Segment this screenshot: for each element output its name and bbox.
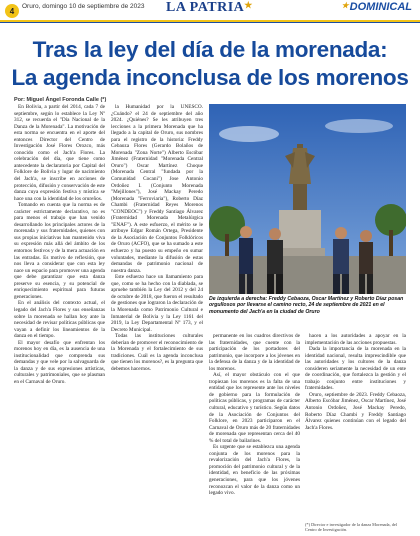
photo-caption: De izquierda a derecha: Freddy Cebaoza, Oscar Martínez y Roberto Díaz posan orgullosos por llevarse el camino recto, 24 de septiembre de 2021 en el monumento del Jach'a en la ciudad de Oruro — [209, 296, 404, 315]
article-column-1 — [14, 104, 105, 522]
paragraph: Es urgente que se establezca una agenda conjunta de los morenos para la revalorización del Jach'a Flores, la promoción del patrimonio cultural y de la identidad, en beneficio de las próximas generaciones, para que los jóvenes reconozcan el valor de la danza como un legado vivo. — [209, 444, 300, 497]
photo-illustration — [209, 104, 406, 294]
paragraph: Tomando en cuenta que la norma es de carácter estrictamente declarativo, no es para menos el trabajo que han venido desarrollando los principales actores de la morenada y sus fraternidades, quienes con sus propias iniciativas han mantenido viva su expresión más allá del ámbito de los entornos festivos y de la mera actuación en las entradas. Es motivo de reflexión, que nos lleva a considerar que con esta ley nace un espacio para promover una agenda que debe garantizar que esta danza preserve su esencia, y su potencial de enriquecimiento espiritual para futuras generaciones. — [14, 202, 105, 300]
section-label: DOMINICAL — [349, 1, 412, 13]
article-column-4 — [305, 333, 406, 521]
paragraph: Así, el mayor obstáculo con el que tropiezan los morenos es la falta de una entidad que los represente ante los niveles de gobierno para la formulación de políticas públicas, y programas de carácter cultural, educativo y turístico. Según datos de la Asociación de Conjuntos del Folklore, en 2023 participaron en el Carnaval de Oruro más de 20 fraternidades de morenada que representan cerca del 40 % del total de bailarines. — [209, 372, 300, 444]
headline-line-2: La agenda inconclusa de los morenos — [11, 65, 409, 90]
headline-line-1: Tras la ley del día de la morenada: — [32, 37, 388, 62]
paragraph: Todas las instituciones culturales deberían de promover el reconocimiento de la Morenada y el fortalecimiento de sus tradiciones. Cuál es la agenda inconclusa que tienen los morenos?, es la pregunta que debemos hacernos. — [111, 333, 203, 372]
article-column-2 — [111, 104, 203, 522]
headline — [0, 36, 420, 92]
section-tag — [342, 1, 413, 13]
star-icon: ★ — [341, 1, 349, 10]
byline: Por: Miguel Ángel Foronda Calle (*) — [14, 97, 107, 103]
paragraph: El mayor desafío que enfrentan los morenos hoy en día, es la ausencia de una institucionalidad que comprenda sus demandas y que vele por la salvaguarda de la danza y de sus expresiones artísticas, culturales y patrimoniales, que se plasman en el Carnaval de Oruro. — [14, 339, 105, 385]
paragraph: hacen a los autoridades a apoyar en la implementación de las acciones propuestas. — [305, 333, 406, 346]
paragraph: Este esfuerzo hace un llamamiento para que, como se ha hecho con la diablada, se apruebe también la Ley del 2012 y del 24 de octubre de 2018, que fueron el resultado de gestiones que lograron la declaración de la Morenada como Patrimonio Cultural e Inmaterial de Bolivia y la Ley 1161 del 2019, la Ley Departamental Nº 173, y el Decreto Municipal. — [111, 274, 203, 333]
page-number-badge: 4 — [5, 4, 19, 18]
logo-text: LA PATRIA — [166, 0, 245, 15]
star-icon: ★ — [244, 0, 253, 10]
issue-date: Oruro, domingo 10 de septiembre de 2023 — [22, 3, 145, 10]
paragraph: la Humanidad por la UNESCO. ¿Cuándo? el 24 de septiembre del año 2024. ¿Quiénes? Se les atribuyen tres lecciones a la primera Morenada que ha llegado a la capital de Oruro, sus nombres para el registro de la historia: Freddy Cebaoza Flores (Gerardo Bolaños de Morenada "Zona Norte") Alberto Escóbar Jiménez (Fraternidad "Morenada Central Oruro") Oscar Martínez Choque (Morenada Central "fundada por la Comunidad Cocani") Jose Antonio Ordoñez I. (Conjunto Morenada "Mejillones"), José Mackay Peredo (Morenada "Ferroviaria"), Roberto Díaz Chambi (Fraternidad Reyes Morenos "CONDEOC") y Freddy Santiago Álvarez (Fraternidad Morenada Metalúrgica "ENAF"). A este esfuerzo, el mérito se le atribuye Edgar Román Ortega, Presidente de la Asociación de Conjuntos Folklóricos de Oruro (ACFO), que se ha sumado a este esfuerzo y ha puesto su empeño en sumar voluntades, mediante la difusión de estas demandas de patrimonio nacional de nuestra danza. — [111, 104, 203, 274]
paragraph: En Bolivia, a partir del 2014, cada 7 de septiembre, según lo establece la Ley Nº 312, se recuerda el "Día Nacional de la Danza de la Morenada". La motivación de esta norma se encuentra en el aporte del entonces Director del Centro de Investigación José Flores Orozco, más conocido como el Jach'a Flores. La celebración del día, que tiene como antecedente la declaratoria por Capital del Folklore de Bolivia y lugar de nacimiento del Jach'a, se inscribe en acciones de protección, difusión y conservación de este danza cuya expresión festiva y mística se hace una con la identidad de los orureños. — [14, 104, 105, 202]
paragraph: En el análisis del contexto actual, el legado del Jach'a Flores y sus enseñanzas sobre la morenada se hallan hoy ante la necesidad de revisar políticas públicas que vayan a definir los lineamientos de la danza en el tiempo. — [14, 300, 105, 340]
author-footnote: (*) Director e investigador de la danza Morenada, del Centro de Investigación. — [305, 522, 397, 532]
header-divider-blue — [0, 22, 420, 23]
newspaper-logo — [166, 0, 253, 16]
article-photo — [209, 104, 406, 294]
paragraph: permanente en los cuadros directivos de las fraternidades, que cuente con la participación de los portadores del patrimonio, que incorpore a los jóvenes en la defensa de la danza y de la identidad de los morenos. — [209, 333, 300, 372]
article-column-3 — [209, 333, 300, 521]
paragraph: Oruro, septiembre de 2023. Freddy Cebaoza, Alberto Escóbar Jiménez, Oscar Martínez, José Antonio Ordoñez, José Mackay Peredo, Roberto Díaz Chambi y Freddy Santiago Álvarez quienes continúan con el legado del Jach'a Flores. — [305, 391, 406, 431]
paragraph: Dada la importancia de la morenada en la identidad nacional, resulta imprescindible que las autoridades y los cultores de la danza consideren seriamente la necesidad de un ente de coordinación, que fortalezca la gestión y el trabajo conjunto entre instituciones y fraternidades. — [305, 346, 406, 392]
